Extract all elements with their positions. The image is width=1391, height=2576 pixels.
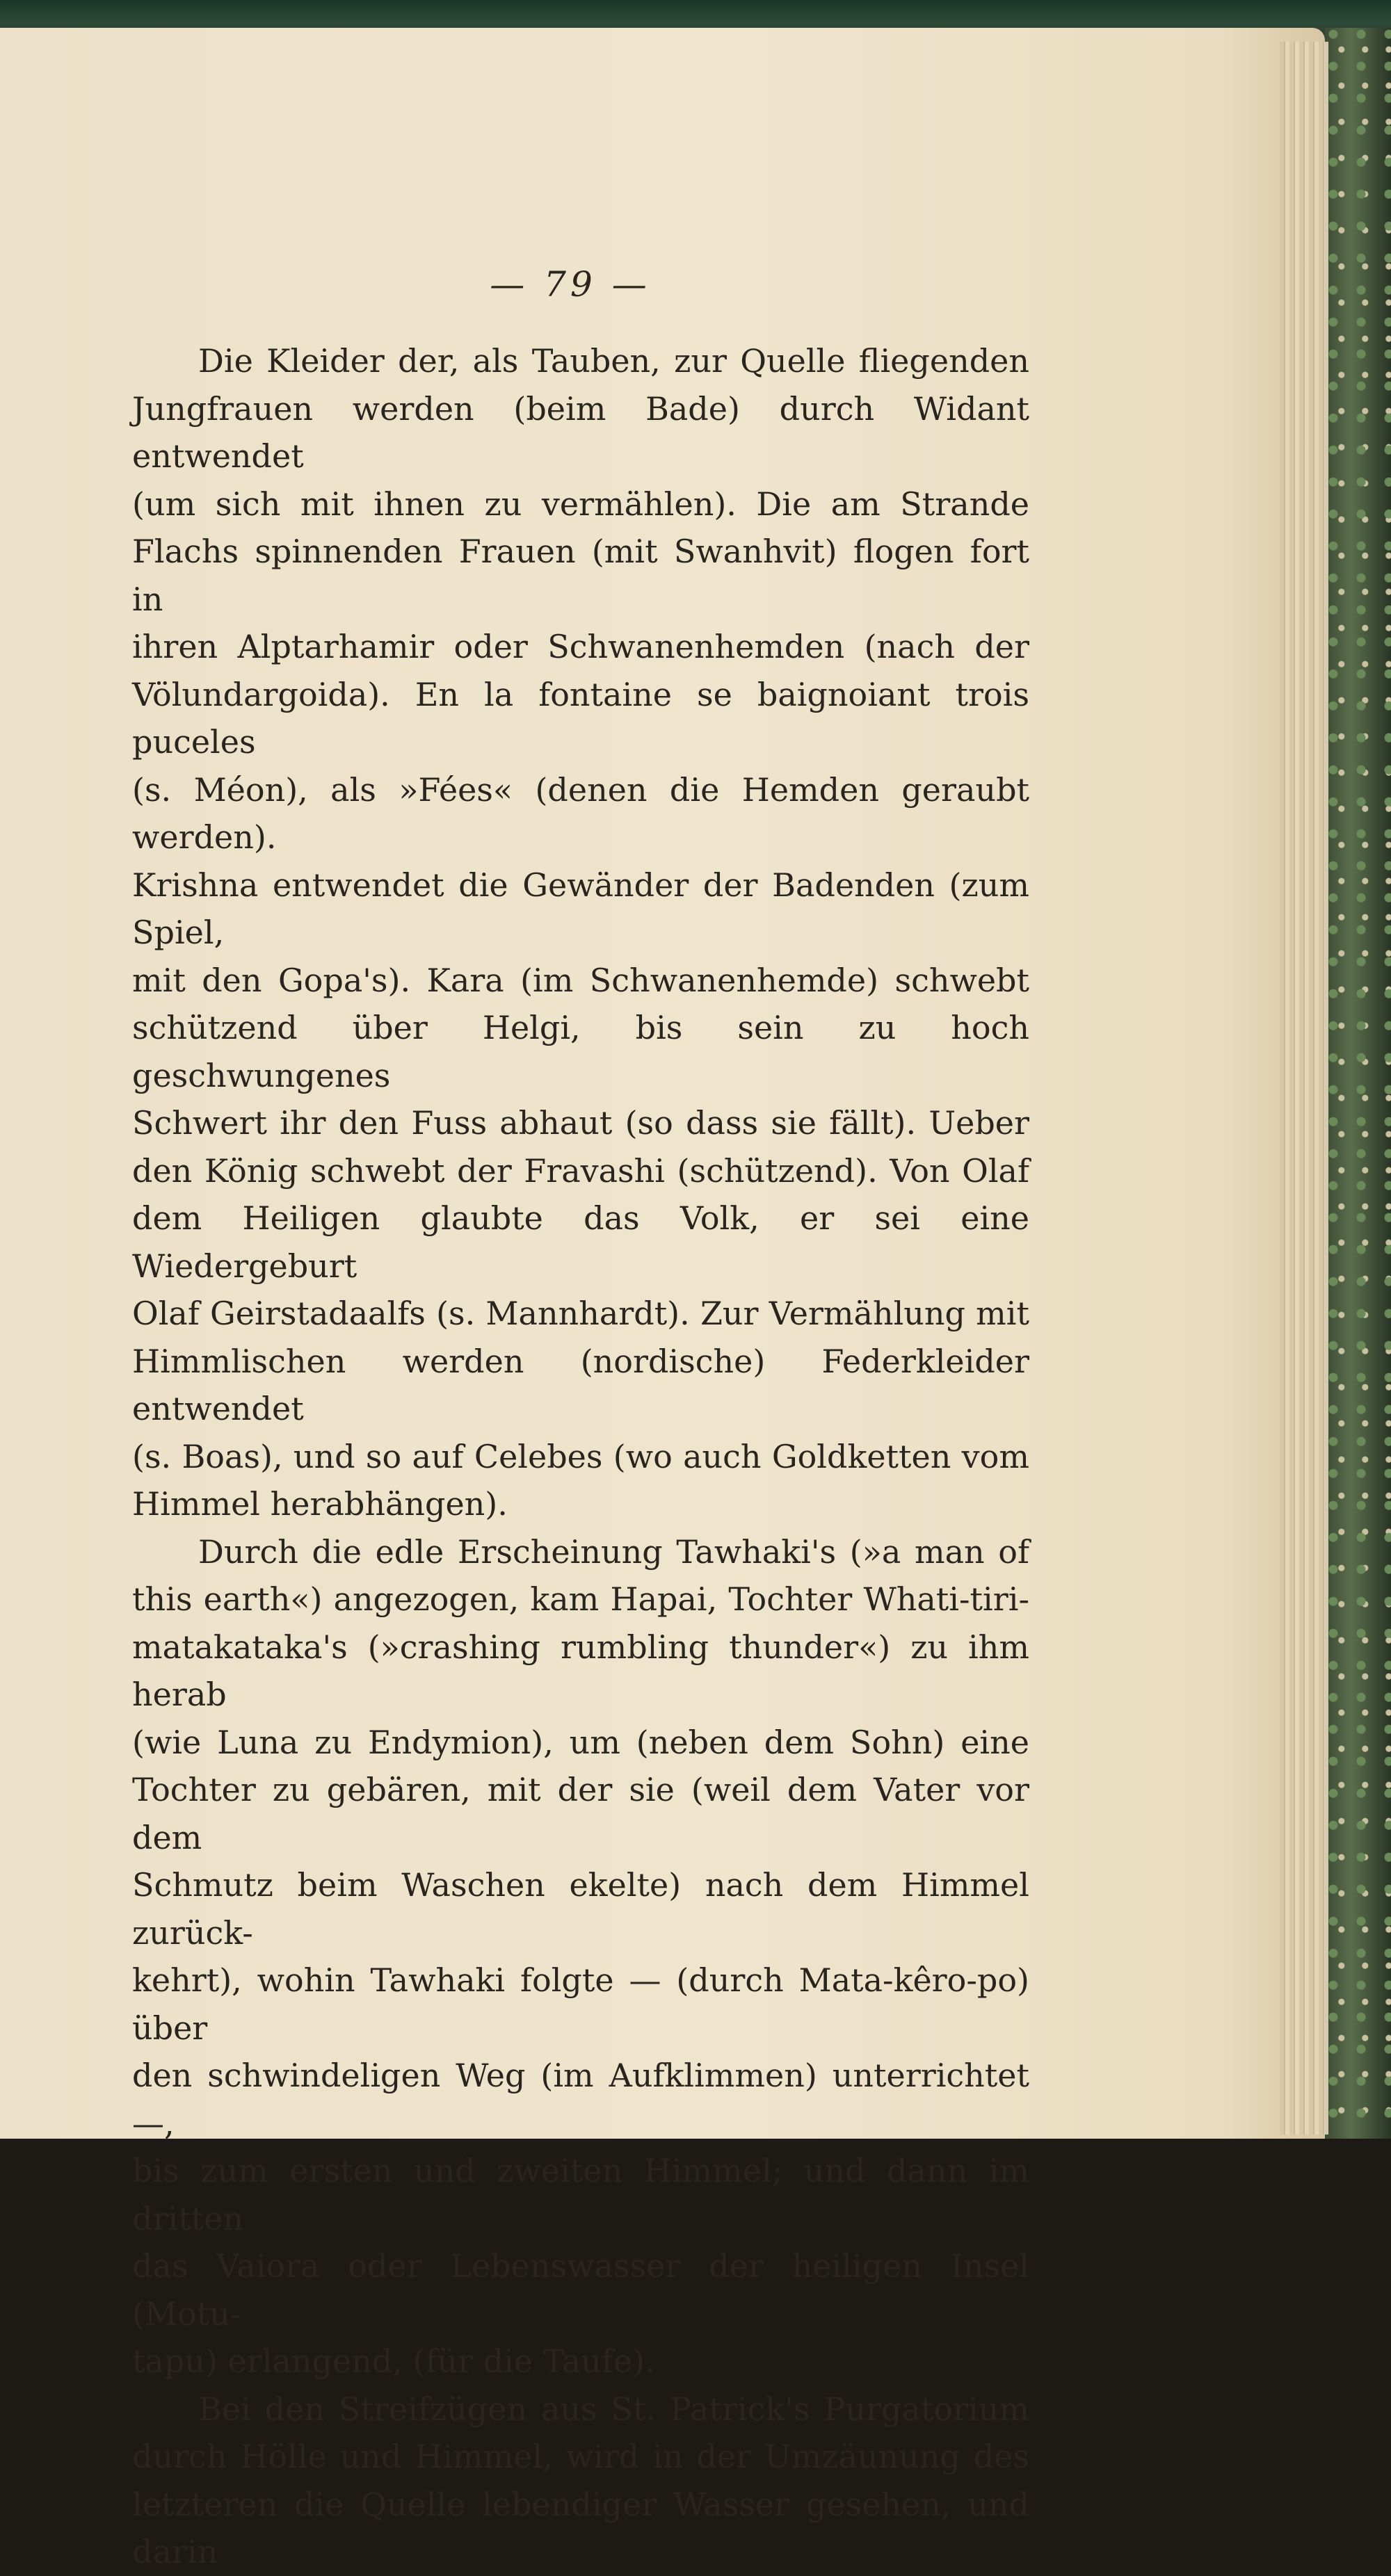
text-line: Himmlischen werden (nordische) Federkleider entwendet (132, 1342, 1029, 1427)
text-line: Himmel herabhängen). (132, 1485, 508, 1523)
text-line: Flachs spinnenden Frauen (mit Swanhvit) flogen fort in (132, 533, 1029, 618)
text-line: (s. Méon), als »Fées« (denen die Hemden geraubt werden). (132, 770, 1029, 856)
text-line: mit den Gopa's). Kara (im Schwanenhemde) schwebt (132, 961, 1029, 999)
text-line: ihren Alptarhamir oder Schwanenhemden (nach der (132, 628, 1029, 665)
text-line: den schwindeligen Weg (im Aufklimmen) unterrichtet —, (132, 2057, 1029, 2142)
text-line: durch Hölle und Himmel, wird in der Umzäunung des (132, 2438, 1029, 2475)
book-cover-right-edge (1325, 28, 1391, 2139)
text-line: kehrt), wohin Tawhaki folgte — (durch Mata-kêro-po) über (132, 1961, 1029, 2047)
text-line: Schwert ihr den Fuss abhaut (so dass sie fällt). Ueber (132, 1104, 1029, 1142)
text-line: letzteren die Quelle lebendiger Wasser gesehen, und darin (132, 2485, 1029, 2570)
text-line: Durch die edle Erscheinung Tawhaki's (»a man of (198, 1532, 1029, 1571)
text-line: Tochter zu gebären, mit der sie (weil dem Vater vor dem (132, 1771, 1029, 1856)
text-line: dem Heiligen glaubte das Volk, er sei eine Wiedergeburt (132, 1199, 1029, 1285)
text-line: Die Kleider der, als Tauben, zur Quelle fliegenden (198, 342, 1029, 380)
text-line: Bei den Streifzügen aus St. Patrick's Purgatorium (198, 2390, 1029, 2428)
paragraph-3 (132, 2385, 1029, 2576)
page-stack-edges (1280, 42, 1328, 2134)
text-line: this earth«) angezogen, kam Hapai, Tochter Whati-tiri- (132, 1580, 1029, 1618)
paragraph-1 (132, 337, 1029, 1528)
paragraph-2 (132, 1528, 1029, 2385)
text-line: (wie Luna zu Endymion), um (neben dem Sohn) eine (132, 1723, 1029, 1761)
text-line: Krishna entwendet die Gewänder der Badenden (zum Spiel, (132, 866, 1029, 951)
text-line: Völundargoida). En la fontaine se baignoiant trois puceles (132, 675, 1029, 761)
text-line: das Vaiora oder Lebenswasser der heiligen Insel (Motu- (132, 2247, 1029, 2333)
text-line: schützend über Helgi, bis sein zu hoch geschwungenes (132, 1009, 1029, 1094)
page-number: — 79 — (490, 264, 651, 305)
text-line: (um sich mit ihnen zu vermählen). Die am Strande (132, 485, 1029, 523)
text-line: bis zum ersten und zweiten Himmel; und dann im dritten (132, 2152, 1029, 2237)
text-line: Olaf Geirstadaalfs (s. Mannhardt). Zur Vermählung mit (132, 1295, 1029, 1332)
text-line: (s. Boas), und so auf Celebes (wo auch Goldketten vom (132, 1437, 1029, 1475)
page-body (132, 337, 1029, 2576)
text-line: tapu) erlangend, (für die Taufe). (132, 2342, 655, 2380)
text-line: Schmutz beim Waschen ekelte) nach dem Himmel zurück- (132, 1866, 1029, 1952)
text-line: den König schwebt der Fravashi (schützend). Von Olaf (132, 1151, 1029, 1190)
text-line: matakataka's (»crashing rumbling thunder«) zu ihm herab (132, 1628, 1029, 1713)
text-line: Jungfrauen werden (beim Bade) durch Widant entwendet (132, 389, 1029, 475)
